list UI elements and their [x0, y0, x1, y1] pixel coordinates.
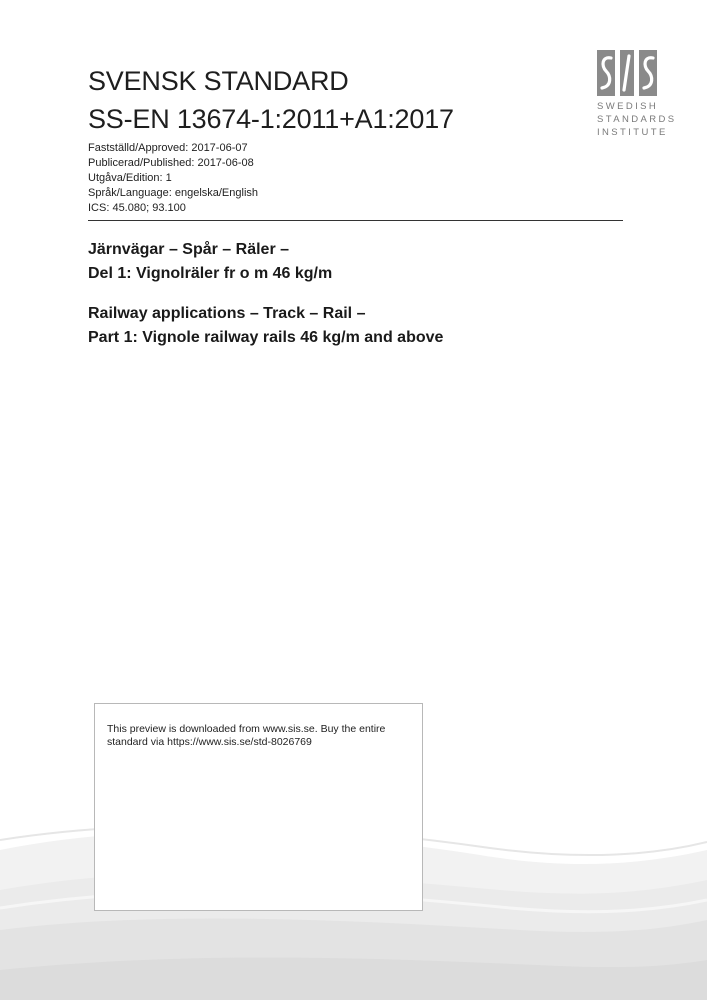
standard-titles	[88, 238, 443, 366]
title-line-2: SS-EN 13674-1:2011+A1:2017	[88, 104, 454, 134]
logo-text-line-1: SWEDISH	[597, 101, 659, 112]
logo-text-line-3: INSTITUTE	[597, 127, 668, 138]
title-line-1: SVENSK STANDARD	[88, 66, 349, 96]
title-english-line-1: Railway applications – Track – Rail –	[88, 305, 366, 322]
title-swedish	[88, 238, 443, 286]
meta-published: Publicerad/Published: 2017-06-08	[88, 157, 254, 169]
document-title	[88, 62, 454, 138]
sis-logo-mark	[597, 50, 667, 96]
meta-ics: ICS: 45.080; 93.100	[88, 202, 186, 214]
meta-approved: Fastställd/Approved: 2017-06-07	[88, 142, 248, 154]
title-swedish-line-1: Järnvägar – Spår – Räler –	[88, 241, 290, 258]
preview-notice-text: This preview is downloaded from www.sis.se. Buy the entire standard via https://www.sis.se/std-8026769	[107, 723, 386, 748]
metadata-block	[88, 141, 258, 216]
preview-notice-box	[94, 703, 423, 911]
meta-language: Språk/Language: engelska/English	[88, 187, 259, 199]
sis-logo-text	[597, 100, 677, 139]
header-divider	[88, 220, 623, 221]
title-english	[88, 302, 443, 350]
title-swedish-line-2: Del 1: Vignolräler fr o m 46 kg/m	[88, 265, 333, 282]
title-english-line-2: Part 1: Vignole railway rails 46 kg/m and above	[88, 329, 444, 346]
logo-text-line-2: STANDARDS	[597, 114, 677, 125]
meta-edition: Utgåva/Edition: 1	[88, 172, 172, 184]
sis-logo	[597, 50, 677, 142]
